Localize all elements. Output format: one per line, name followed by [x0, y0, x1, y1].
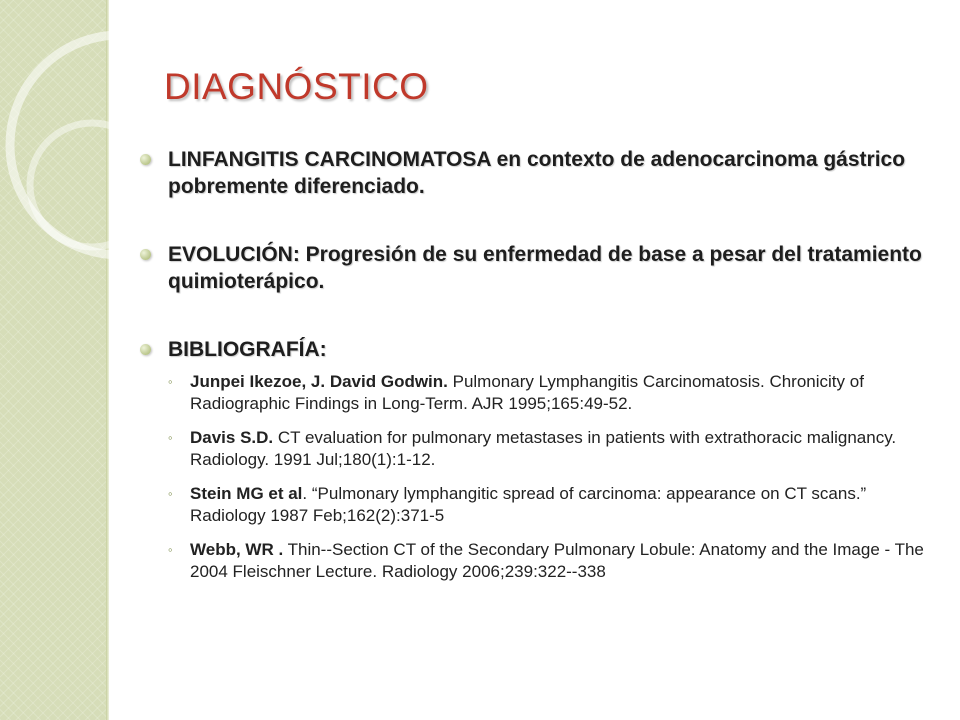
- bullet-dot-icon: [140, 249, 151, 260]
- reference-item: [168, 539, 930, 583]
- content-area: [140, 146, 930, 595]
- reference-item: [168, 427, 930, 471]
- decor-circle-small: [30, 123, 154, 247]
- bullet-dot-icon: [140, 154, 151, 165]
- reference-author: Webb, WR .: [190, 540, 284, 559]
- reference-text: CT evaluation for pulmonary metastases in patients with extrathoracic malignancy. Radiology. 1991 Jul;180(1):1-12.: [190, 428, 897, 469]
- bullet-bibliography: [140, 336, 930, 363]
- reference-text: . “Pulmonary lymphangitic spread of carcinoma: appearance on CT scans.” Radiology 1987 Feb;162(2):371-5: [190, 484, 867, 525]
- bullet-diagnosis: [140, 146, 930, 200]
- sub-bullet-icon: ◦: [168, 374, 173, 389]
- sub-bullet-icon: ◦: [168, 486, 173, 501]
- reference-text: Pulmonary Lymphangitis Carcinomatosis. Chronicity of Radiographic Findings in Long-Term. AJR 1995;165:49-52.: [190, 372, 864, 413]
- slide-title: DIAGNÓSTICO: [164, 66, 429, 107]
- bullet-text: EVOLUCIÓN: Progresión de su enfermedad de base a pesar del tratamiento quimioterápico.: [168, 243, 922, 293]
- reference-list: [168, 371, 930, 583]
- bullet-text: LINFANGITIS CARCINOMATOSA en contexto de adenocarcinoma gástrico pobremente diferenciado.: [168, 148, 906, 198]
- reference-item: [168, 483, 930, 527]
- bullet-evolution: [140, 241, 930, 295]
- sub-bullet-icon: ◦: [168, 542, 173, 557]
- reference-author: Junpei Ikezoe, J. David Godwin.: [190, 372, 448, 391]
- reference-author: Stein MG et al: [190, 484, 303, 503]
- sub-bullet-icon: ◦: [168, 430, 173, 445]
- bullet-text: BIBLIOGRAFÍA:: [168, 338, 327, 361]
- bullet-dot-icon: [140, 344, 151, 355]
- reference-text: Thin--Section CT of the Secondary Pulmonary Lobule: Anatomy and the Image - The 2004 Fleischner Lecture. Radiology 2006;239:322--338: [190, 540, 924, 581]
- reference-author: Davis S.D.: [190, 428, 274, 447]
- reference-item: [168, 371, 930, 415]
